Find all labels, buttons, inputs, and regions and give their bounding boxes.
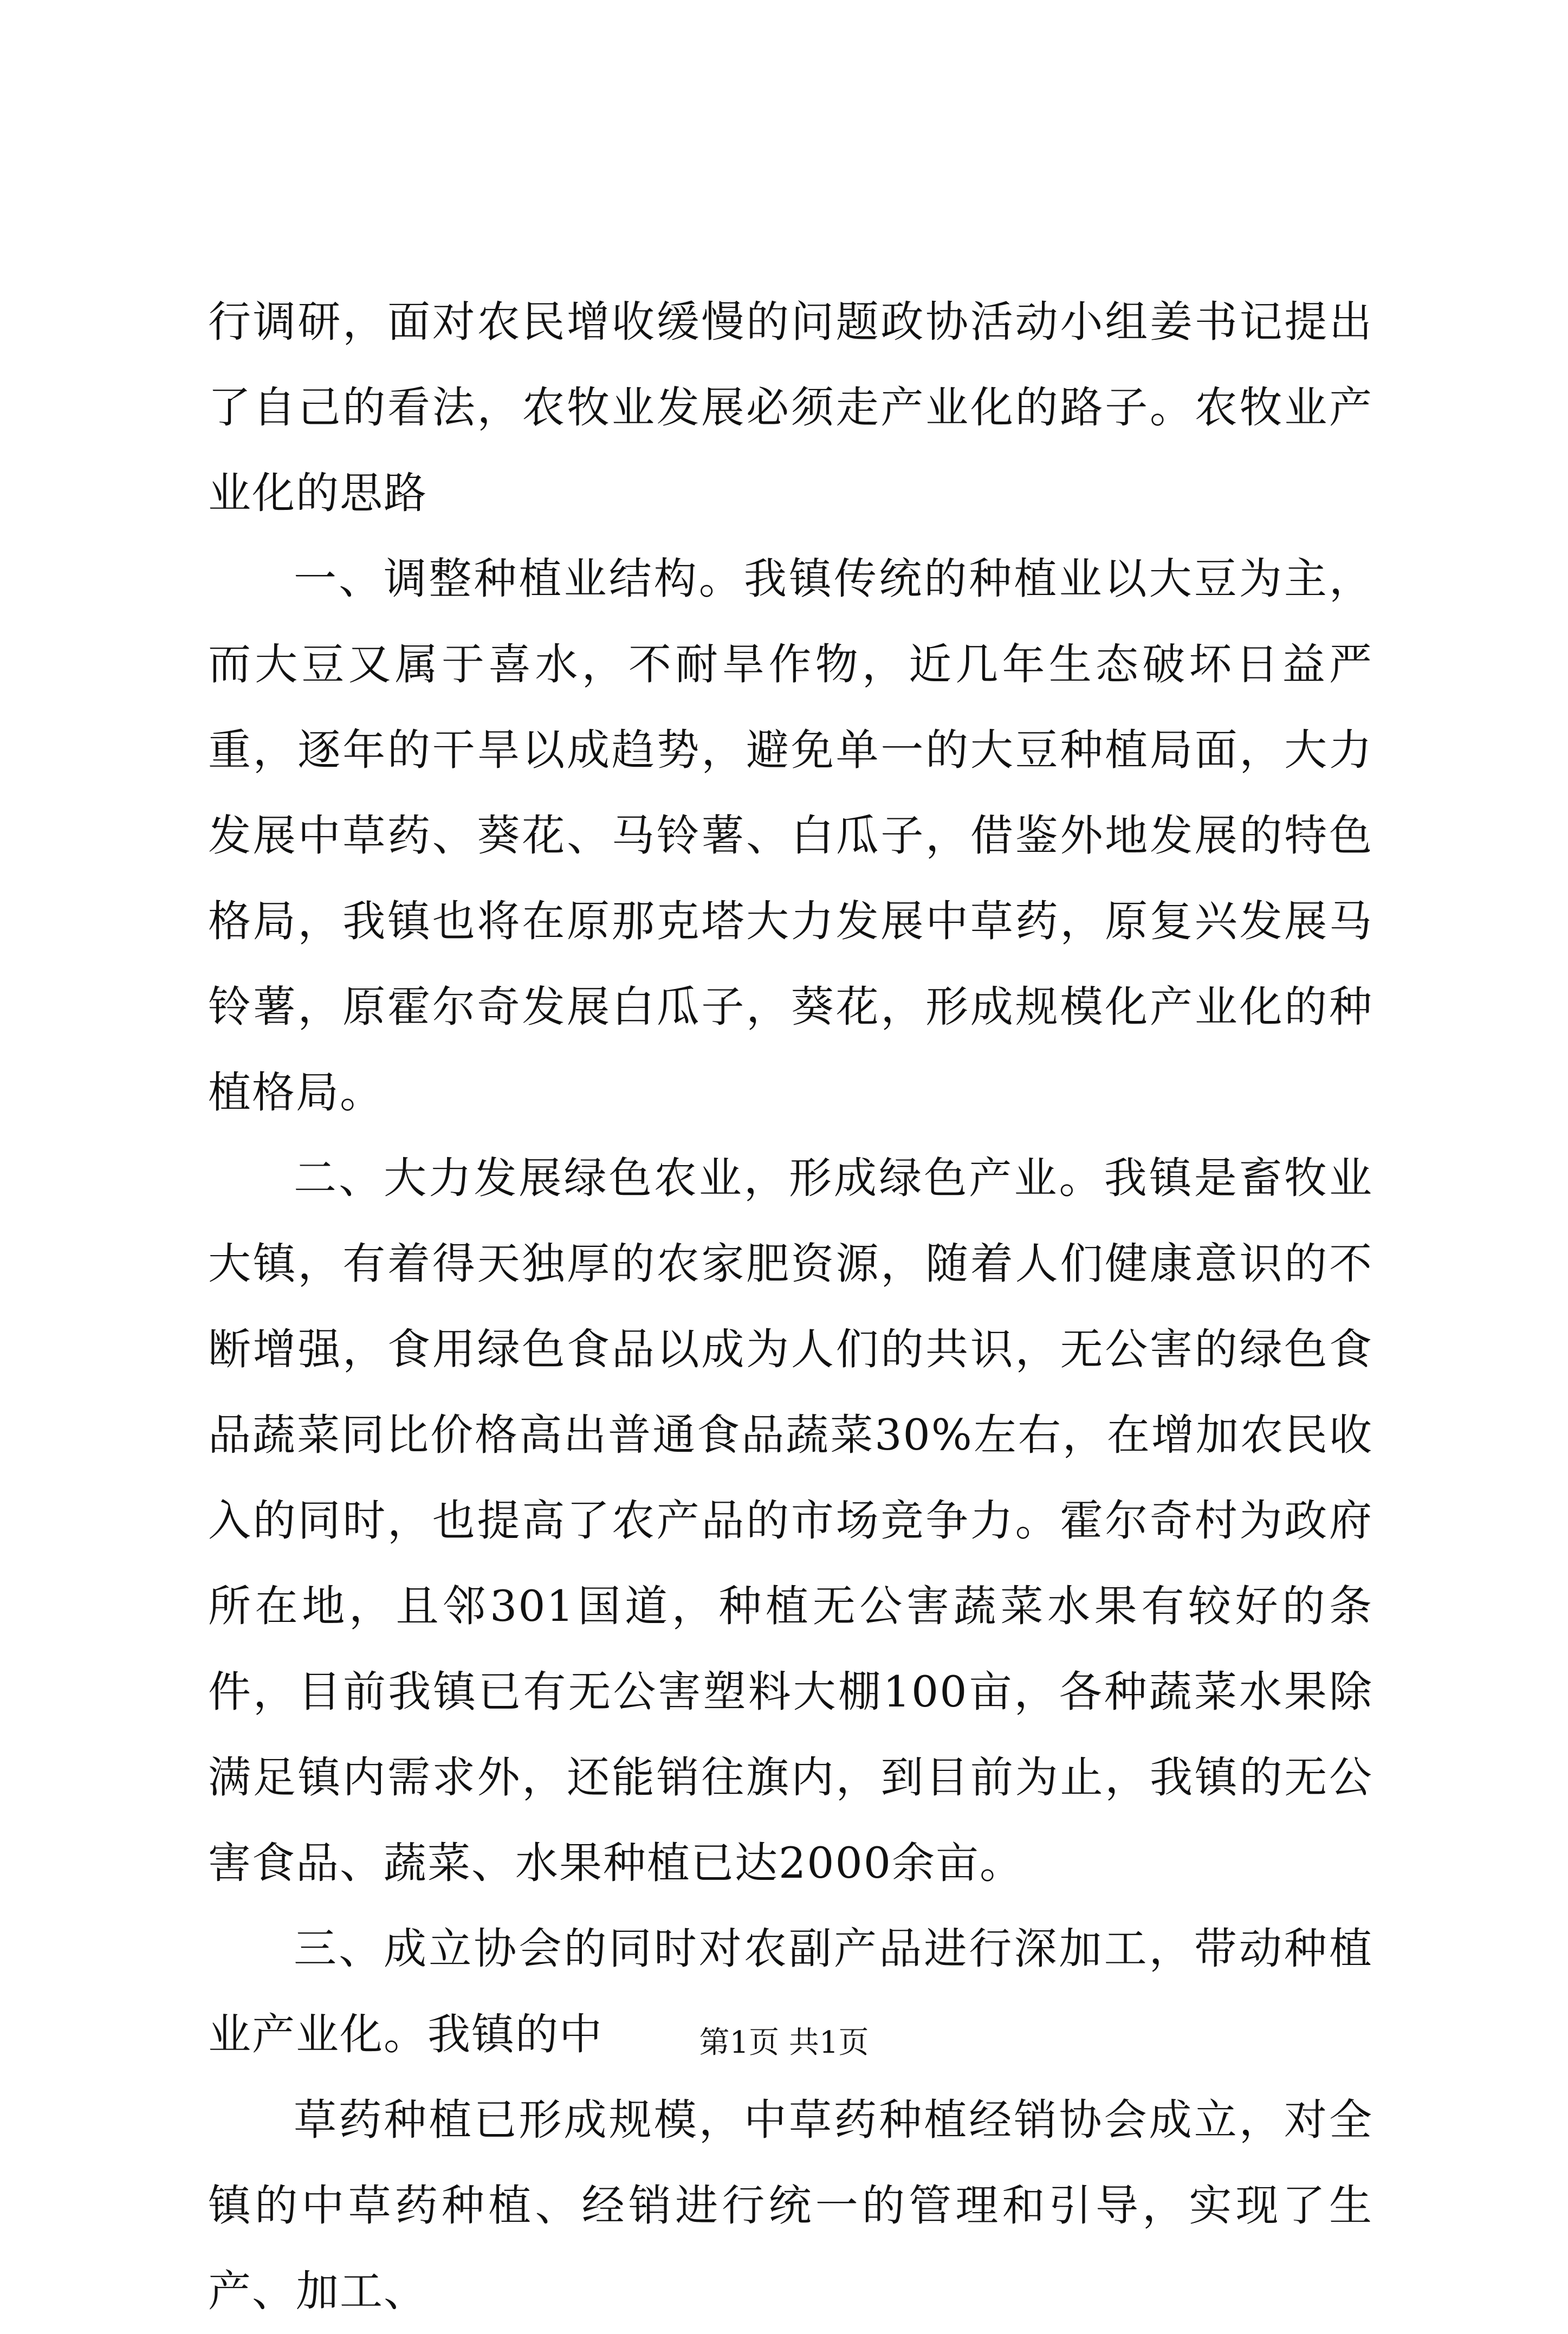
paragraph-3: 二、大力发展绿色农业，形成绿色产业。我镇是畜牧业大镇，有着得天独厚的农家肥资源，随着人们健康意识的不断增强，食用绿色食品以成为人们的共识，无公害的绿色食品蔬菜同比价格高出普通食品蔬菜30%左右，在增加农民收入的同时，也提高了农产品的市场竞争力。霍尔奇村为政府所在地，且邻301国道，种植无公害蔬菜水果有较好的条件，目前我镇已有无公害塑料大棚100亩，各种蔬菜水果除满足镇内需求外，还能销往旗内，到目前为止，我镇的无公害食品、蔬菜、水果种植已达2000余亩。 [208,1153,1373,1888]
paragraph-4: 三、成立协会的同时对农副产品进行深加工，带动种植业产业化。我镇的中 [208,1924,1373,2059]
page-footer: 第1页 共1页 [699,2025,869,2060]
paragraph-5: 草药种植已形成规模，中草药种植经销协会成立，对全镇的中草药种植、经销进行统一的管理和引导，实现了生产、加工、 [208,2095,1373,2316]
paragraph-2: 一、调整种植业结构。我镇传统的种植业以大豆为主，而大豆又属于喜水，不耐旱作物，近几年生态破坏日益严重，逐年的干旱以成趋势，避免单一的大豆种植局面，大力发展中草药、葵花、马铃薯、白瓜子，借鉴外地发展的特色格局，我镇也将在原那克塔大力发展中草药，原复兴发展马铃薯，原霍尔奇发展白瓜子，葵花，形成规模化产业化的种植格局。 [208,554,1373,1117]
paragraph-1: 行调研，面对农民增收缓慢的问题政协活动小组姜书记提出了自己的看法，农牧业发展必须走产业化的路子。农牧业产业化的思路 [208,297,1373,518]
